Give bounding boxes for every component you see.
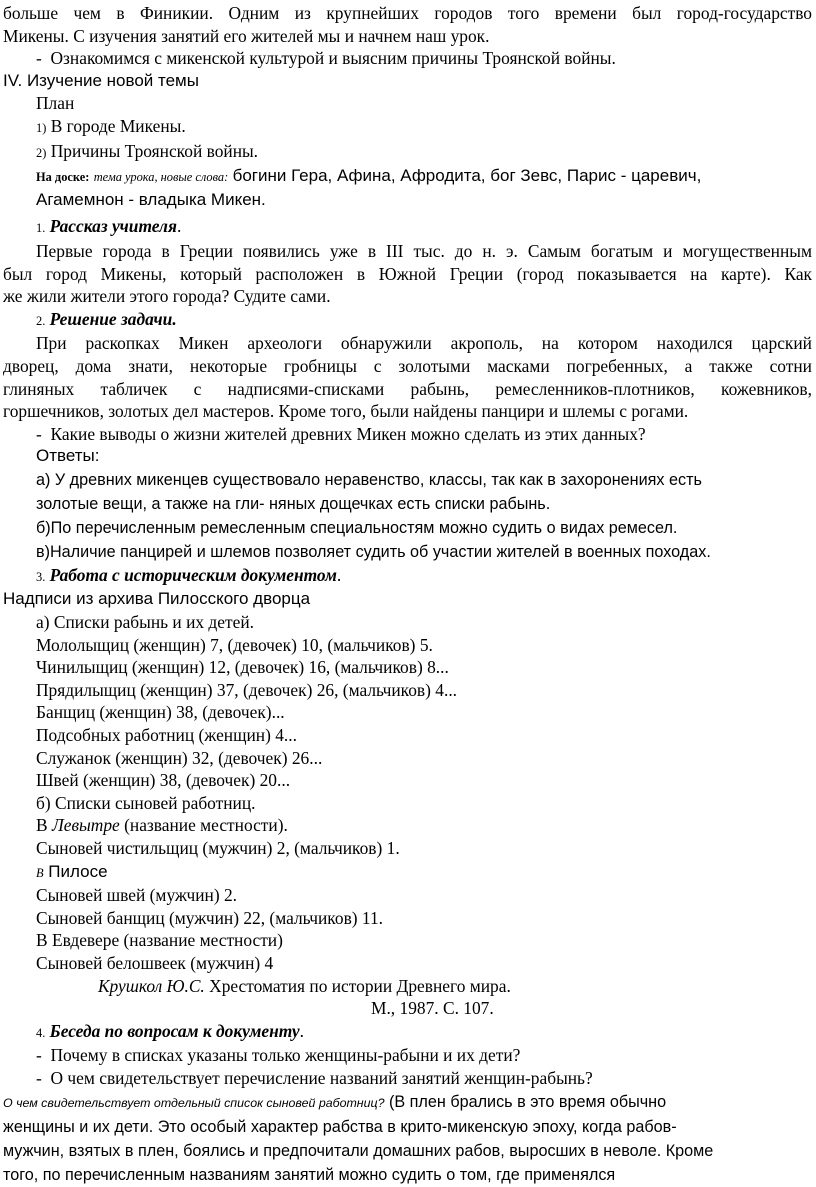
dash-text: Почему в списках указаны только женщины-рабыни и их дети? bbox=[50, 1045, 521, 1066]
board-words: богини Гера, Афина, Афродита, бог Зевс, Парис - царевич, bbox=[232, 166, 702, 186]
source-citation bbox=[3, 975, 812, 998]
dash-item: - О чем свидетельствует перечисление названий занятий женщин-рабынь? bbox=[36, 1067, 593, 1088]
list-row: Служанок (женщин) 32, (девочек) 26... bbox=[36, 747, 323, 768]
board-note bbox=[3, 164, 812, 189]
list-row: Сыновей белошвеек (мужчин) 4 bbox=[36, 952, 274, 973]
list-row: Прядилыщиц (женщин) 37, (девочек) 26, (мальчиков) 4... bbox=[36, 679, 458, 700]
list-heading: б) Списки сыновей работниц. bbox=[36, 792, 256, 813]
board-italic: тема урока, новые слова: bbox=[93, 170, 229, 185]
intro-line: Микены. С изучения занятий его жителей мы и начнем наш урок. bbox=[3, 25, 490, 46]
paragraph-line: же жили жители этого города? Судите сами. bbox=[3, 286, 331, 307]
paragraph-line: был город Микены, который расположен в Южной Греции (город показывается на карте). Как bbox=[3, 263, 812, 284]
source-title: Хрестоматия по истории Древнего мира. bbox=[204, 975, 511, 996]
list-row: Банщиц (женщин) 38, (девочек)... bbox=[36, 702, 285, 723]
part-heading: 4. Беседа по вопросам к документу. bbox=[36, 1020, 304, 1041]
list-row: Подсобных работниц (женщин) 4... bbox=[36, 725, 297, 746]
plan-item-number: 2) bbox=[36, 145, 47, 160]
list-row: Чинилыщиц (женщин) 12, (девочек) 16, (мальчиков) 8... bbox=[36, 657, 449, 678]
answer-line: в)Наличие панцирей и шлемов позволяет судить об участии жителей в военных походах. bbox=[36, 542, 711, 561]
question-answer-line bbox=[3, 1090, 812, 1115]
answers-title: Ответы: bbox=[36, 446, 100, 466]
place-line: В Левытре (название местности). bbox=[36, 815, 288, 836]
answer-line: того, по перечисленным названиям занятий можно судить о том, где применялся bbox=[3, 1165, 616, 1184]
answer-line: а) У древних микенцев существовало неравенство, классы, так как в захоронениях есть bbox=[36, 470, 702, 489]
paragraph-line: горшечников, золотых дел мастеров. Кроме того, были найдены панцири и шлемы с рогами. bbox=[3, 401, 689, 422]
list-row: Швей (женщин) 38, (девочек) 20... bbox=[36, 770, 291, 791]
plan-item-text: Причины Троянской войны. bbox=[50, 140, 259, 161]
document-title: Надписи из архива Пилосского дворца bbox=[3, 589, 311, 609]
part-title: Рассказ учителя bbox=[49, 216, 177, 237]
plan-item bbox=[3, 140, 812, 165]
list-heading: а) Списки рабынь и их детей. bbox=[36, 612, 254, 633]
section-heading: IV. Изучение новой темы bbox=[3, 70, 199, 90]
part-title: Беседа по вопросам к документу bbox=[49, 1020, 300, 1041]
part-number: 3. bbox=[36, 569, 46, 584]
plan-item-number: 1) bbox=[36, 120, 47, 135]
plan-item bbox=[3, 115, 812, 140]
list-row: Мололыщиц (женщин) 7, (девочек) 10, (мальчиков) 5. bbox=[36, 634, 433, 655]
part-title: Работа с историческим документом bbox=[49, 564, 337, 585]
part-heading: 1. Рассказ учителя. bbox=[36, 216, 182, 237]
answer-line: б)По перечисленным ремесленным специальностям можно судить о видах ремесел. bbox=[36, 518, 678, 537]
answer-text: (В плен брались в это время обычно bbox=[384, 1092, 667, 1111]
list-row: Сыновей швей (мужчин) 2. bbox=[36, 885, 238, 906]
paragraph-line: Первые города в Греции появились уже в III тыс. до н. э. Самым богатым и могущественным bbox=[36, 240, 812, 261]
plan-title: План bbox=[36, 93, 75, 114]
dash-item: - Ознакомимся с микенской культурой и выясним причины Троянской войны. bbox=[36, 48, 616, 69]
board-words: Агамемнон - владыка Микен. bbox=[36, 189, 266, 209]
dash-text: Ознакомимся с микенской культурой и выясним причины Троянской войны. bbox=[50, 48, 616, 69]
part-number: 4. bbox=[36, 1025, 46, 1040]
paragraph-line: дворец, дома знати, некоторые гробницы с золотыми масками погребенных, а также сотни bbox=[3, 355, 812, 376]
place-line: В Евдевере (название местности) bbox=[36, 930, 283, 951]
answer-line: золотые вещи, а также на гли- няных дощечках есть списки рабынь. bbox=[36, 494, 551, 513]
list-row: Сыновей банщиц (мужчин) 22, (мальчиков) 11. bbox=[36, 907, 384, 928]
dash-text: О чем свидетельствует перечисление названий занятий женщин-рабынь? bbox=[50, 1067, 593, 1088]
source-publication: М., 1987. С. 107. bbox=[371, 998, 494, 1019]
place-name: Пилосе bbox=[43, 861, 108, 881]
question-italic: О чем свидетельствует отдельный список сыновей работниц? bbox=[3, 1095, 385, 1110]
paragraph-line: глиняных табличек с надписями-списками рабынь, ремесленников-плотников, кожевников, bbox=[3, 378, 812, 399]
answer-line: мужчин, взятых в плен, боялись и предпочитали домашних рабов, выросших в неволе. Кроме bbox=[3, 1141, 714, 1160]
plan-item-text: В городе Микены. bbox=[50, 115, 186, 136]
answer-line: женщины и их дети. Это особый характер рабства в крито-микенскую эпоху, когда рабов- bbox=[3, 1117, 677, 1136]
board-label: На доске: bbox=[36, 170, 90, 185]
dash-text: Какие выводы о жизни жителей древних Микен можно сделать из этих данных? bbox=[50, 423, 646, 444]
part-heading: 3. Работа с историческим документом. bbox=[36, 564, 342, 585]
part-number: 2. bbox=[36, 313, 46, 328]
list-row: Сыновей чистильщиц (мужчин) 2, (мальчиков) 1. bbox=[36, 838, 400, 858]
paragraph-line: При раскопках Микен археологи обнаружили акрополь, на котором находился царский bbox=[36, 333, 812, 354]
part-title: Решение задачи. bbox=[49, 308, 177, 329]
place-name: Левытре bbox=[51, 815, 120, 836]
part-number: 1. bbox=[36, 221, 46, 236]
source-author: Крушкол Ю.С. bbox=[98, 975, 205, 996]
part-heading bbox=[3, 308, 812, 333]
dash-item: - Почему в списках указаны только женщины-рабыни и их дети? bbox=[36, 1045, 521, 1066]
place-line: В Пилосе bbox=[36, 861, 108, 881]
dash-item: - Какие выводы о жизни жителей древних Микен можно сделать из этих данных? bbox=[36, 423, 646, 444]
intro-line: больше чем в Финикии. Одним из крупнейших городов того времени был город-государство bbox=[3, 3, 812, 23]
